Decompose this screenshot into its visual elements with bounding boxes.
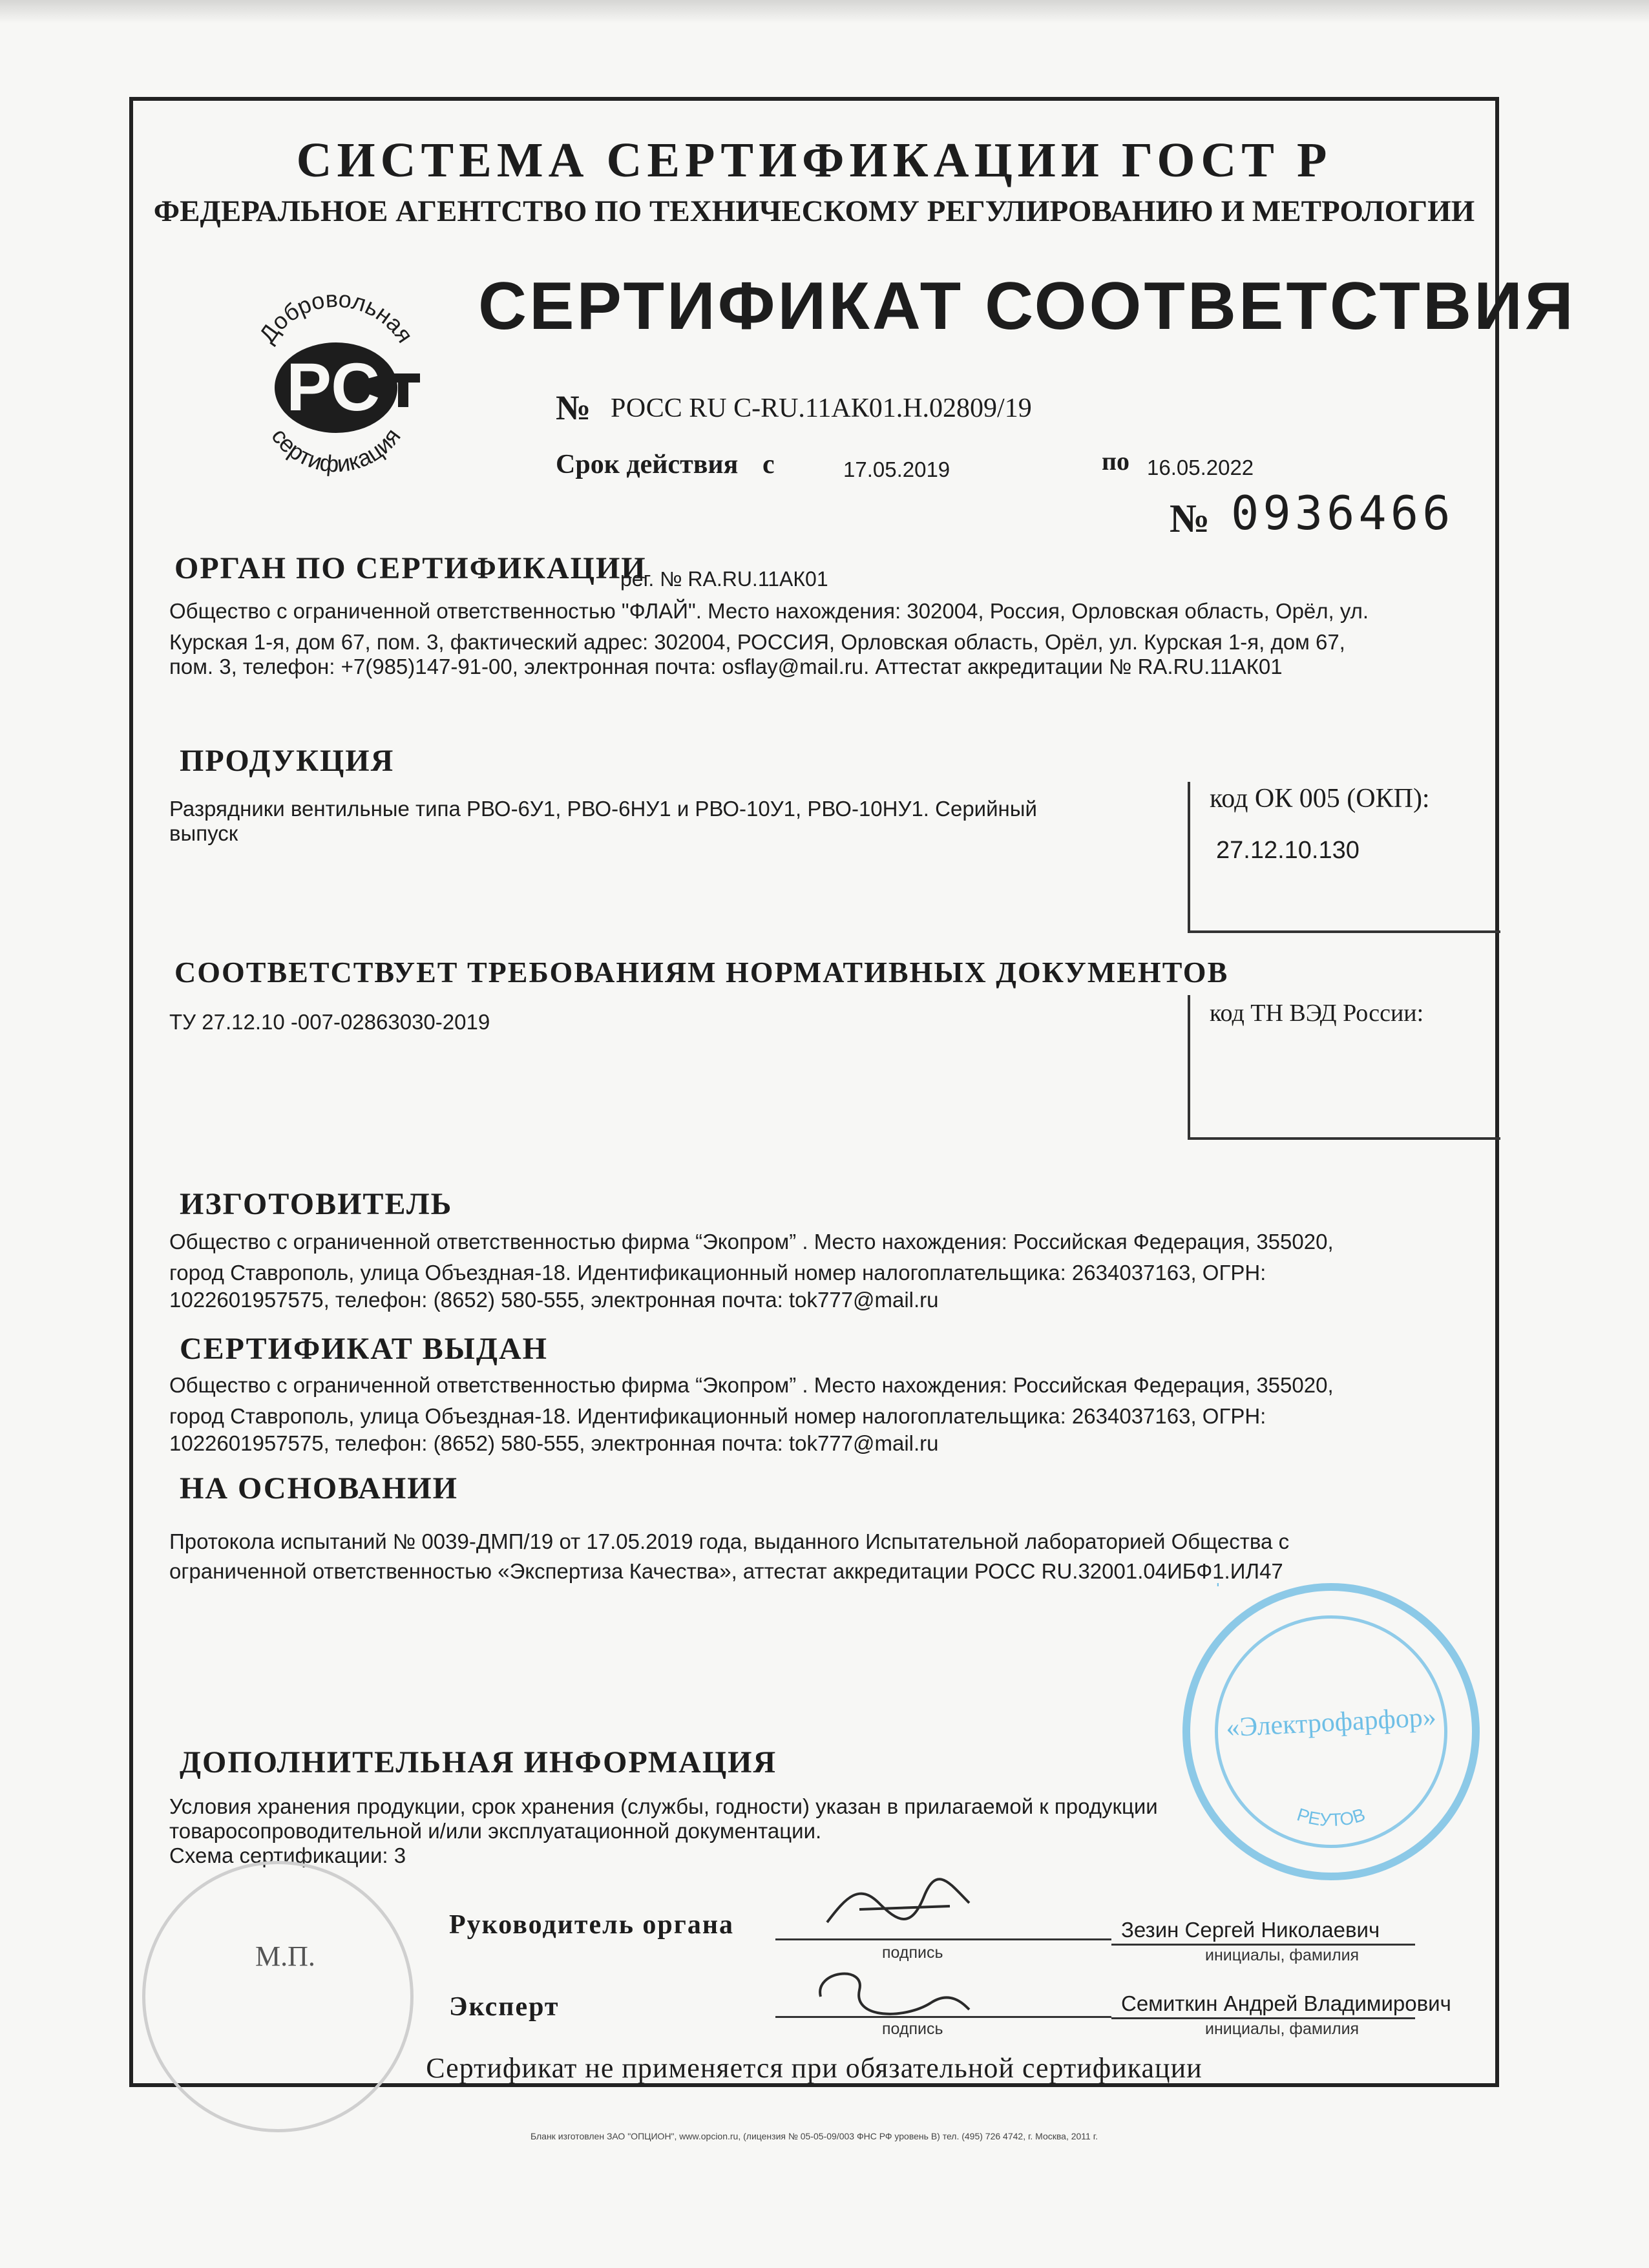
expert-signature-caption: подпись: [882, 2020, 943, 2038]
okp-code-value: 27.12.10.130: [1216, 837, 1360, 864]
certificate-number: РОСС RU C-RU.11АК01.Н.02809/19: [611, 394, 1032, 423]
basis-line-2: ограниченной ответственностью «Экспертиза Качества», аттестат аккредитации РОСС RU.32001.04ИБФ1.ИЛ47: [169, 1559, 1283, 1583]
normative-document: ТУ 27.12.10 -007-02863030-2019: [169, 1010, 490, 1034]
expert-name-caption: инициалы, фамилия: [1205, 2020, 1360, 2038]
certificate-title: СЕРТИФИКАТ СООТВЕТСТВИЯ: [478, 269, 1576, 344]
expert-name: Семиткин Андрей Владимирович: [1121, 1991, 1451, 2015]
organ-line-1: Общество с ограниченной ответственностью "ФЛАЙ". Место нахождения: 302004, Россия, Орловская область, Орёл, ул.: [169, 599, 1369, 623]
basis-heading: НА ОСНОВАНИИ: [180, 1471, 458, 1506]
head-signature-caption: подпись: [882, 1944, 943, 1962]
svg-text:С: С: [331, 350, 380, 425]
additional-line-2: товаросопроводительной и/или эксплуатационной документации.: [169, 1819, 822, 1843]
issued-to-line-1: Общество с ограниченной ответственностью фирма “Экопром” . Место нахождения: Российская Федерация, 355020,: [169, 1373, 1334, 1397]
rst-logo: [233, 271, 439, 478]
validity-to-date: 16.05.2022: [1147, 456, 1254, 479]
svg-text:сертификация: сертификация: [266, 423, 406, 478]
tnved-code-box: [1188, 995, 1500, 1140]
blank-number-sign: №: [1170, 497, 1210, 541]
footer-note: Сертификат не применяется при обязательной сертификации: [426, 2052, 1203, 2084]
organ-line-2: Курская 1-я, дом 67, пом. 3, фактический адрес: 302004, РОССИЯ, Орловская область, Орёл, ул. Курская 1-я, дом 67,: [169, 630, 1345, 654]
manufacturer-line-2: город Ставрополь, улица Объездная-18. Идентификационный номер налогоплательщика: 2634037163, ОГРН:: [169, 1261, 1266, 1285]
validity-from-date: 17.05.2019: [843, 457, 951, 481]
svg-text:Добровольная: Добровольная: [253, 285, 419, 348]
head-name-caption: инициалы, фамилия: [1205, 1946, 1360, 1964]
okp-code-label: код ОК 005 (ОКП):: [1210, 784, 1430, 814]
issued-to-line-2: город Ставрополь, улица Объездная-18. Идентификационный номер налогоплательщика: 2634037163, ОГРН:: [169, 1404, 1266, 1428]
organ-heading: ОРГАН ПО СЕРТИФИКАЦИИ: [174, 551, 647, 585]
product-heading: ПРОДУКЦИЯ: [180, 744, 395, 778]
number-sign: №: [556, 388, 591, 427]
additional-line-1: Условия хранения продукции, срок хранения (службы, годности) указан в прилагаемой к продукции: [169, 1794, 1158, 1818]
head-name: Зезин Сергей Николаевич: [1121, 1918, 1380, 1942]
signature-icon: [821, 1871, 989, 1942]
conformity-heading: СООТВЕТСТВУЕТ ТРЕБОВАНИЯМ НОРМАТИВНЫХ ДОКУМЕНТОВ: [174, 956, 1229, 989]
validity-label: Срок действия: [556, 450, 739, 479]
basis-line-1: Протокола испытаний № 0039-ДМП/19 от 17.05.2019 года, выданного Испытательной лабораторией Общества с: [169, 1529, 1290, 1553]
product-line-2: выпуск: [169, 821, 238, 845]
validity-from-label: с: [762, 450, 775, 479]
expert-signature: [808, 1958, 976, 2029]
additional-line-3: Схема сертификации: 3: [169, 1843, 406, 1867]
issued-to-line-3: 1022601957575, телефон: (8652) 580-555, электронная почта: tok777@mail.ru: [169, 1431, 939, 1455]
issued-to-heading: СЕРТИФИКАТ ВЫДАН: [180, 1332, 548, 1366]
okp-code-box: [1188, 782, 1500, 933]
organ-line-3: пом. 3, телефон: +7(985)147-91-00, электронная почта: osflay@mail.ru. Аттестат аккредитации № RA.RU.11АК01: [169, 655, 1283, 678]
additional-heading: ДОПОЛНИТЕЛЬНАЯ ИНФОРМАЦИЯ: [180, 1745, 777, 1780]
validity-to-label: по: [1102, 446, 1130, 476]
rst-logo-icon: [233, 271, 439, 478]
manufacturer-line-1: Общество с ограниченной ответственностью фирма “Экопром” . Место нахождения: Российская Федерация, 355020,: [169, 1230, 1334, 1254]
expert-name-line: [1111, 2017, 1415, 2019]
head-label: Руководитель органа: [449, 1910, 735, 1940]
expert-label: Эксперт: [449, 1992, 560, 2022]
head-name-line: [1111, 1944, 1415, 1946]
manufacturer-heading: ИЗГОТОВИТЕЛЬ: [180, 1187, 453, 1221]
stamp-company-name: «Электрофарфор»: [1225, 1702, 1437, 1743]
scan-edge: [0, 0, 1649, 23]
product-line-1: Разрядники вентильные типа РВО-6У1, РВО-6НУ1 и РВО-10У1, РВО-10НУ1. Серийный: [169, 797, 1037, 821]
print-info: Бланк изготовлен ЗАО "ОПЦИОН", www.opcion.ru, (лицензия № 05-05-09/003 ФНС РФ уровень В) тел. (495) 726 4742, г. Москва, 2011 г.: [530, 2131, 1098, 2141]
mp-label: М.П.: [255, 1940, 315, 1972]
svg-text:Р: Р: [286, 350, 332, 425]
agency-title: ФЕДЕРАЛЬНОЕ АГЕНТСТВО ПО ТЕХНИЧЕСКОМУ РЕГУЛИРОВАНИЮ И МЕТРОЛОГИИ: [153, 194, 1475, 228]
seal-impression: [142, 1861, 414, 2132]
system-title: СИСТЕМА СЕРТИФИКАЦИИ ГОСТ Р: [296, 133, 1332, 187]
manufacturer-line-3: 1022601957575, телефон: (8652) 580-555, электронная почта: tok777@mail.ru: [169, 1288, 939, 1312]
signature-icon: [808, 1958, 976, 2029]
tnved-code-label: код ТН ВЭД России:: [1210, 1000, 1424, 1027]
organ-reg: рег. № RA.RU.11АК01: [620, 567, 828, 591]
stamp-ring-text: [1182, 1583, 1480, 1587]
stamp-city-text: РЕУТОВ: [1294, 1804, 1368, 1831]
head-signature: [821, 1871, 989, 1942]
blank-number: 0936466: [1231, 486, 1455, 540]
